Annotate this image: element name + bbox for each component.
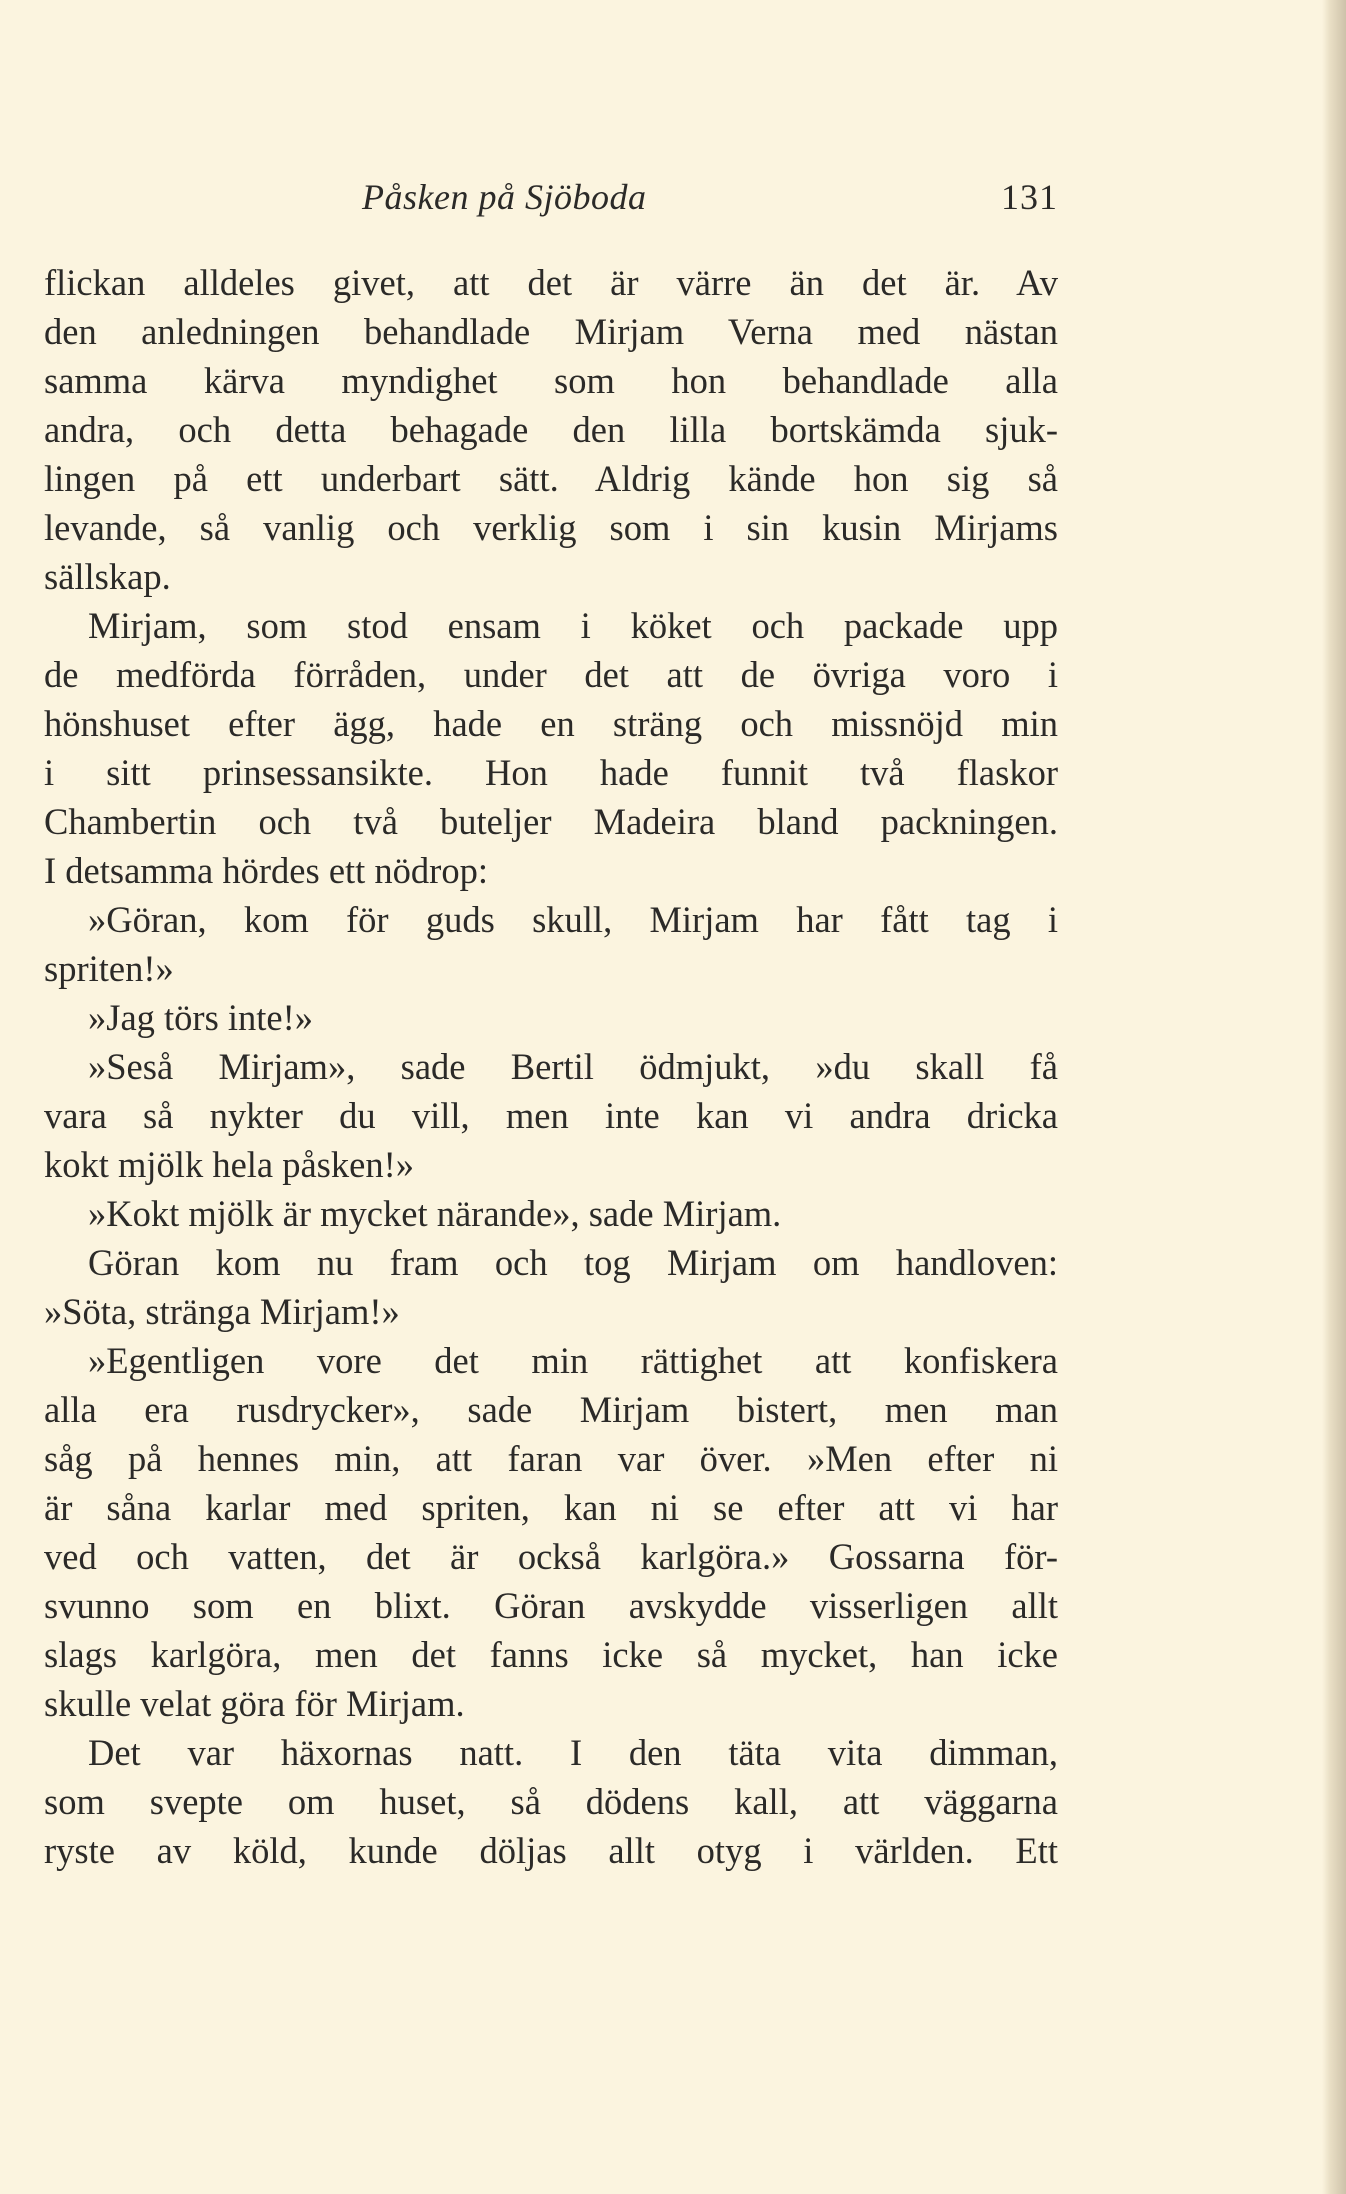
- text-line: I detsamma hördes ett nödrop:: [44, 850, 488, 891]
- text-line: andra, och detta behagade den lilla bortskämda sjuk-: [44, 409, 1058, 450]
- text-line: svunno som en blixt. Göran avskydde visserligen allt: [44, 1585, 1058, 1626]
- text-line: »Jag törs inte!»: [88, 997, 314, 1038]
- text-line: »Seså Mirjam», sade Bertil ödmjukt, »du skall få: [88, 1046, 1058, 1087]
- text-line: som svepte om huset, så dödens kall, att väggarna: [44, 1781, 1058, 1822]
- text-line: »Söta, stränga Mirjam!»: [44, 1291, 400, 1332]
- text-line: de medförda förråden, under det att de övriga voro i: [44, 654, 1058, 695]
- text-line: »Göran, kom för guds skull, Mirjam har fått tag i: [88, 899, 1058, 940]
- text-line: den anledningen behandlade Mirjam Verna med nästan: [44, 311, 1058, 352]
- text-line: »Egentligen vore det min rättighet att konfiskera: [88, 1340, 1058, 1381]
- text-line: levande, så vanlig och verklig som i sin kusin Mirjams: [44, 507, 1058, 548]
- running-title: Påsken på Sjöboda: [362, 177, 647, 217]
- page-header: [44, 176, 1058, 226]
- text-line: flickan alldeles givet, att det är värre än det är. Av: [44, 262, 1058, 303]
- text-line: lingen på ett underbart sätt. Aldrig kände hon sig så: [44, 458, 1058, 499]
- text-line: i sitt prinsessansikte. Hon hade funnit två flaskor: [44, 752, 1058, 793]
- text-line: kokt mjölk hela påsken!»: [44, 1144, 414, 1185]
- text-line: ved och vatten, det är också karlgöra.» Gossarna för-: [44, 1536, 1058, 1577]
- text-line: sällskap.: [44, 556, 171, 597]
- text-line: ryste av köld, kunde döljas allt otyg i världen. Ett: [44, 1830, 1058, 1871]
- text-line: är såna karlar med spriten, kan ni se efter att vi har: [44, 1487, 1058, 1528]
- text-line: skulle velat göra för Mirjam.: [44, 1683, 465, 1724]
- text-line: alla era rusdrycker», sade Mirjam bistert, men man: [44, 1389, 1058, 1430]
- page-number: 131: [1001, 177, 1058, 217]
- text-line: Chambertin och två buteljer Madeira bland packningen.: [44, 801, 1058, 842]
- text-line: Mirjam, som stod ensam i köket och packade upp: [88, 605, 1058, 646]
- text-line: slags karlgöra, men det fanns icke så mycket, han icke: [44, 1634, 1058, 1675]
- body-text: [44, 258, 1058, 1875]
- text-line: samma kärva myndighet som hon behandlade alla: [44, 360, 1058, 401]
- text-line: spriten!»: [44, 948, 174, 989]
- text-line: hönshuset efter ägg, hade en sträng och missnöjd min: [44, 703, 1058, 744]
- text-line: vara så nykter du vill, men inte kan vi andra dricka: [44, 1095, 1058, 1136]
- text-line: såg på hennes min, att faran var över. »Men efter ni: [44, 1438, 1058, 1479]
- text-line: Göran kom nu fram och tog Mirjam om handloven:: [88, 1242, 1058, 1283]
- text-line: Det var häxornas natt. I den täta vita dimman,: [88, 1732, 1058, 1773]
- text-line: »Kokt mjölk är mycket närande», sade Mirjam.: [88, 1193, 782, 1234]
